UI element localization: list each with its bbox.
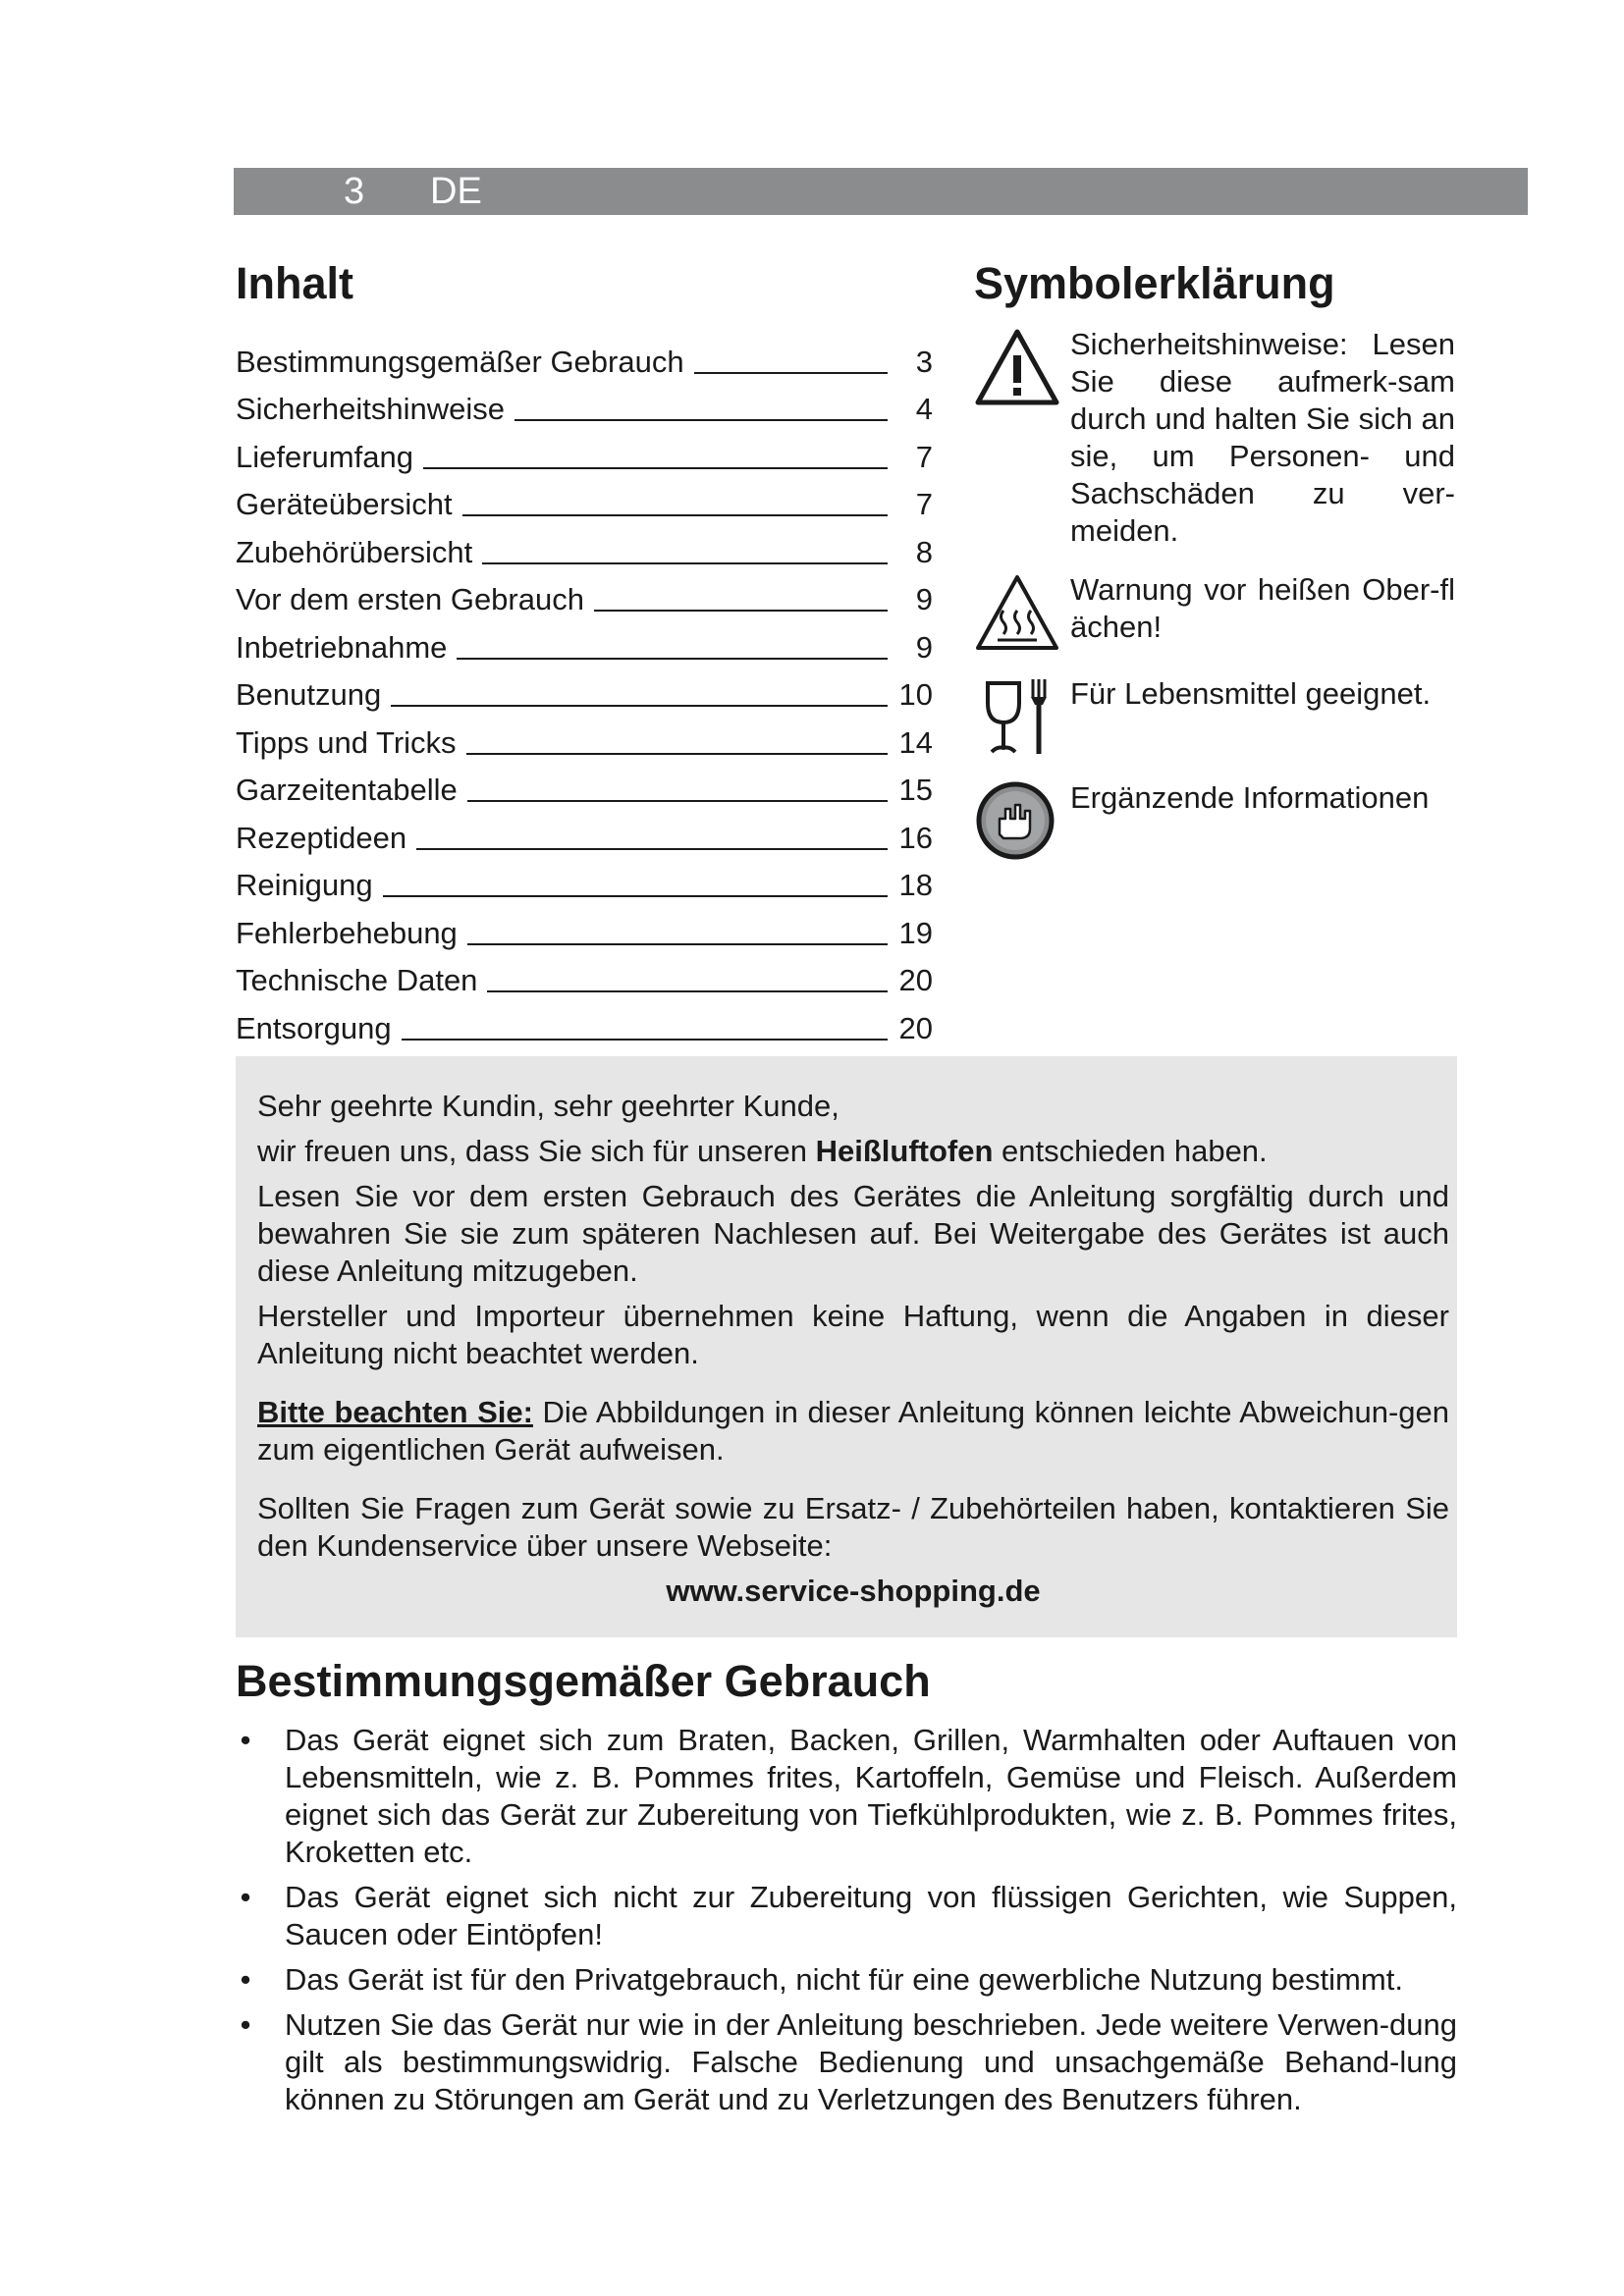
toc-leader (402, 1039, 888, 1041)
thanks-suffix: entschieden haben. (993, 1134, 1268, 1168)
bullet: • (240, 1962, 251, 1997)
list-item-text: Das Gerät eignet sich nicht zur Zubereitung von flüssigen Gerichten, wie Suppen, Saucen oder Eintöpfen! (285, 1880, 1457, 1951)
page-header-bar (234, 168, 1528, 215)
toc-leader (514, 419, 888, 421)
toc-entry (236, 382, 933, 430)
bullet: • (240, 2007, 251, 2042)
product-name: Heißluftofen (815, 1134, 994, 1168)
symbol-description: Für Lebensmittel geeignet. (1070, 676, 1432, 711)
symbol-row (974, 675, 1455, 758)
toc-leader (462, 514, 888, 516)
toc-entry-page: 16 (898, 820, 933, 855)
greeting: Sehr geehrte Kundin, sehr geehrter Kunde, (257, 1089, 839, 1123)
toc-entry (236, 715, 933, 763)
table-of-contents (236, 253, 933, 1048)
list-item (236, 1722, 1457, 1871)
toc-entry (236, 667, 933, 716)
symbol-legend (974, 253, 1455, 883)
symbols-title: Symbolerklärung (974, 258, 1335, 308)
toc-entry-label: Inbetriebnahme (236, 629, 448, 665)
toc-entry-label: Entsorgung (236, 1010, 392, 1045)
symbol-description: Ergänzende Informationen (1070, 780, 1430, 815)
toc-entry-page: 19 (898, 915, 933, 950)
note-paragraph (257, 1394, 1449, 1468)
toc-entry-page: 7 (915, 487, 933, 521)
toc-entry (236, 810, 933, 858)
questions-paragraph: Sollten Sie Fragen zum Gerät sowie zu Ersatz- / Zubehörteilen haben, kontaktieren Sie den Kundenservice über unsere Webseite: (257, 1491, 1449, 1563)
toc-entry (236, 524, 933, 572)
list-item-text: Das Gerät ist für den Privatgebrauch, nicht für eine gewerbliche Nutzung bestimmt. (285, 1962, 1403, 1997)
toc-entry (236, 858, 933, 906)
toc-leader (457, 658, 888, 660)
warning-triangle-icon (974, 326, 1060, 408)
toc-entry (236, 429, 933, 477)
toc-leader (467, 800, 888, 802)
toc-leader (391, 705, 888, 707)
toc-leader (423, 467, 888, 469)
toc-entry-page: 20 (898, 963, 933, 997)
toc-entry-label: Tipps und Tricks (236, 724, 457, 760)
language-code: DE (430, 171, 482, 212)
toc-entry (236, 619, 933, 667)
hot-surface-warning-icon (974, 571, 1060, 654)
toc-entry-page: 10 (898, 677, 933, 712)
symbol-row (974, 326, 1455, 550)
toc-entry (236, 763, 933, 811)
list-item-text: Nutzen Sie das Gerät nur wie in der Anleitung beschrieben. Jede weitere Verwen-dung gilt als bestimmungswidrig. Falsche Bedienung und unsachgemäße Behand-lung können zu Störungen am Gerät und zu Verletzungen des Benutzers führen. (285, 2007, 1457, 2116)
toc-entry-label: Rezeptideen (236, 820, 407, 855)
list-item (236, 2006, 1457, 2118)
toc-entry-page: 15 (898, 773, 933, 807)
toc-leader (594, 610, 888, 612)
toc-entry-page: 18 (898, 868, 933, 902)
food-safe-icon (974, 675, 1060, 758)
bullet: • (240, 1723, 251, 1757)
service-website-link[interactable]: www.service-shopping.de (666, 1574, 1041, 1608)
toc-leader (694, 372, 888, 374)
toc-entry-page: 20 (898, 1010, 933, 1045)
toc-leader (467, 943, 888, 945)
liability-paragraph: Hersteller und Importeur übernehmen keine Haftung, wenn die Angaben in dieser Anleitung nicht beachtet werden. (257, 1299, 1449, 1370)
toc-entry-page: 9 (915, 629, 933, 665)
toc-entry-page: 8 (915, 534, 933, 569)
page-number: 3 (344, 171, 365, 212)
toc-entry-label: Benutzung (236, 677, 382, 712)
note-label: Bitte beachten Sie: (257, 1395, 533, 1429)
toc-leader (416, 848, 888, 850)
symbol-row (974, 779, 1455, 862)
toc-leader (487, 990, 888, 992)
toc-entry-label: Reinigung (236, 868, 373, 902)
toc-entry (236, 572, 933, 620)
symbol-description: Warnung vor heißen Ober-fl ächen! (1070, 572, 1455, 644)
bullet: • (240, 1880, 251, 1914)
list-item (236, 1879, 1457, 1953)
toc-entry-page: 14 (898, 724, 933, 760)
toc-entry-label: Technische Daten (236, 963, 478, 997)
usage-title: Bestimmungsgemäßer Gebrauch (236, 1656, 931, 1706)
toc-leader (466, 753, 888, 755)
toc-entry (236, 905, 933, 953)
toc-entry-page: 4 (915, 392, 933, 426)
info-hand-icon (974, 779, 1060, 862)
list-item-text: Das Gerät eignet sich zum Braten, Backen, Grillen, Warmhalten oder Auftauen von Lebensmitteln, wie z. B. Pommes frites, Kartoffeln, Gemüse und Fleisch. Außerdem eignet sich das Gerät zur Zubereitung von Tiefkühlprodukten, wie z. B. Pommes frites, Kroketten etc. (285, 1723, 1457, 1869)
toc-entry-page: 3 (915, 344, 933, 379)
symbol-row (974, 571, 1455, 654)
toc-entry (236, 477, 933, 525)
symbol-description: Sicherheitshinweise: Lesen Sie diese aufmerk-sam durch und halten Sie sich an sie, um Personen- und Sachschäden zu ver-meiden. (1070, 327, 1455, 548)
usage-list (236, 1722, 1457, 2118)
toc-title: Inhalt (236, 258, 353, 308)
toc-entry-label: Fehlerbehebung (236, 915, 458, 950)
toc-entry-label: Vor dem ersten Gebrauch (236, 582, 584, 616)
list-item (236, 1961, 1457, 1999)
read-manual-paragraph: Lesen Sie vor dem ersten Gebrauch des Gerätes die Anleitung sorgfältig durch und bewahren Sie sie zum späteren Nachlesen auf. Bei Weitergabe des Gerätes ist auch diese Anleitung mitzugeben. (257, 1179, 1449, 1288)
customer-info-box (236, 1056, 1457, 1637)
thanks-prefix: wir freuen uns, dass Sie sich für unseren (257, 1134, 816, 1168)
toc-leader (383, 895, 888, 897)
toc-entry-label: Bestimmungsgemäßer Gebrauch (236, 344, 684, 379)
toc-entry-label: Sicherheitshinweise (236, 392, 505, 426)
toc-entry-page: 7 (915, 439, 933, 474)
toc-entry-label: Zubehörübersicht (236, 534, 473, 569)
thanks-paragraph (257, 1133, 1449, 1170)
intended-use-section (236, 1651, 1457, 2126)
toc-entry-label: Geräteübersicht (236, 487, 453, 521)
toc-leader (482, 562, 888, 564)
toc-entry (236, 334, 933, 382)
toc-entry (236, 953, 933, 1001)
toc-entry-label: Garzeitentabelle (236, 773, 458, 807)
toc-entry-label: Lieferumfang (236, 439, 413, 474)
toc-entry-page: 9 (915, 582, 933, 616)
toc-entry (236, 1000, 933, 1048)
note-text: Die Abbildungen in dieser Anleitung können leichte Abweichun-gen zum eigentlichen Gerät aufweisen. (257, 1395, 1449, 1467)
